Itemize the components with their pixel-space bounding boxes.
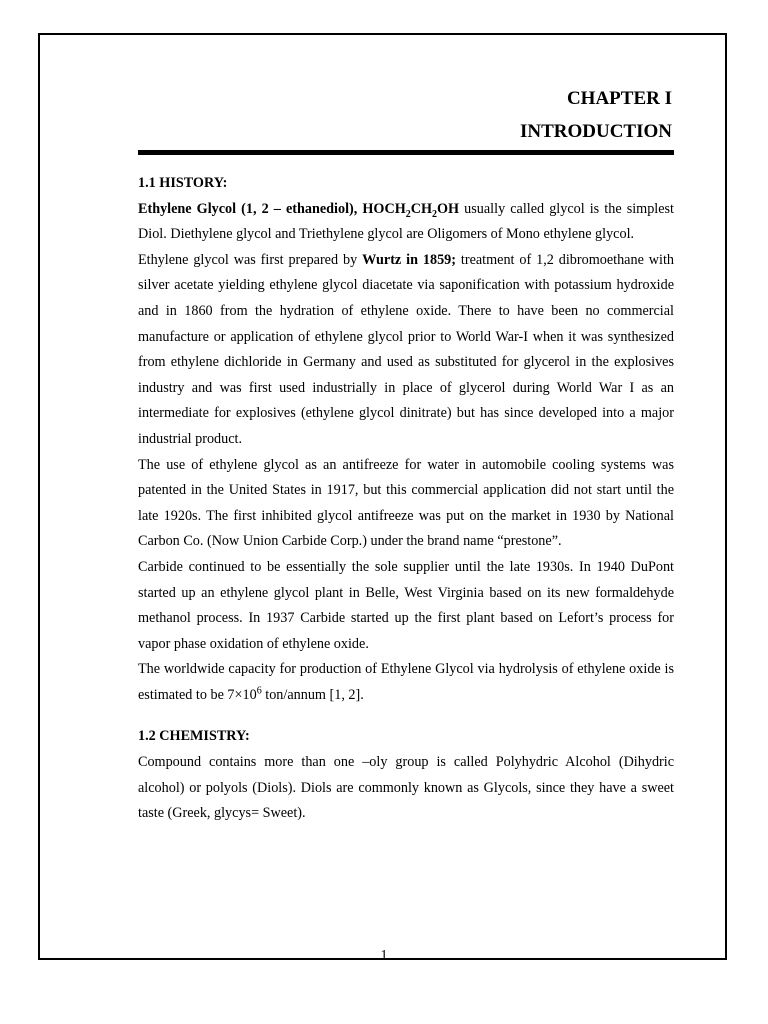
history-paragraph-1: Ethylene Glycol (1, 2 – ethanediol), $HOCH_2CH_2OH$ usually called glycol is the simplest Diol. Diethylene glycol and Triethylene glycol are Oligomers of Mono ethylene glycol. xyxy=(138,200,674,243)
history-paragraph-3: The use of ethylene glycol as an antifreeze for water in automobile cooling systems was patented in the United States in 1917, but this commercial application did not start until the late 1920s. The first inhibited glycol antifreeze was put on the market in 1930 by National Carbon Co. (Now Union Carbide Corp.) under the brand name “prestone”. xyxy=(138,456,674,550)
chapter-title: INTRODUCTION xyxy=(519,121,672,142)
history-paragraph-2: Ethylene glycol was first prepared by Wurtz in 1859; treatment of 1,2 dibromoethane with silver acetate yielding ethylene glycol diacetate via saponification with potassium hydroxide and in 1860 from the hydration of ethylene oxide. There to have been no commercial manufacture or application of ethylene glycol prior to World War-I when it was synthesized from ethylene dichloride in Germany and used as substituted for glycerol in the explosives industry and was first used industrially in place of glycerol during World War I as an intermediate for explosives (ethylene glycol dinitrate) but has since developed into a major industrial product. xyxy=(138,251,674,447)
wurtz-emphasis: Wurtz in 1859; xyxy=(362,251,456,268)
compound-name: Ethylene Glycol (1, 2 – ethanediol), $HOCH_2CH_2OH$ xyxy=(138,200,460,220)
history-paragraph-4: Carbide continued to be essentially the sole supplier until the late 1930s. In 1940 DuPont started up an ethylene glycol plant in Belle, West Virginia based on its new formaldehyde methanol process. In 1937 Carbide started up the first plant based on Lefort’s process for vapor phase oxidation of ethylene oxide. xyxy=(138,558,674,652)
section-gap xyxy=(138,708,674,724)
page-number: 1 xyxy=(380,948,388,963)
section-heading-history: 1.1 HISTORY: xyxy=(138,175,228,191)
chemistry-paragraph-1: Compound contains more than one –oly group is called Polyhydric Alcohol (Dihydric alcohol) or polyols (Diols). Diols are commonly known as Glycols, since they have a sweet taste (Greek, glycys= Sweet). xyxy=(138,754,674,822)
chapter-label: CHAPTER I xyxy=(566,88,672,109)
document-body xyxy=(138,171,674,827)
title-rule xyxy=(138,150,674,155)
history-paragraph-5: The worldwide capacity for production of Ethylene Glycol via hydrolysis of ethylene oxide is estimated to be $7\times 10^6$ ton/annum [1, 2]. xyxy=(138,661,674,703)
section-heading-chemistry: 1.2 CHEMISTRY: xyxy=(138,728,250,745)
